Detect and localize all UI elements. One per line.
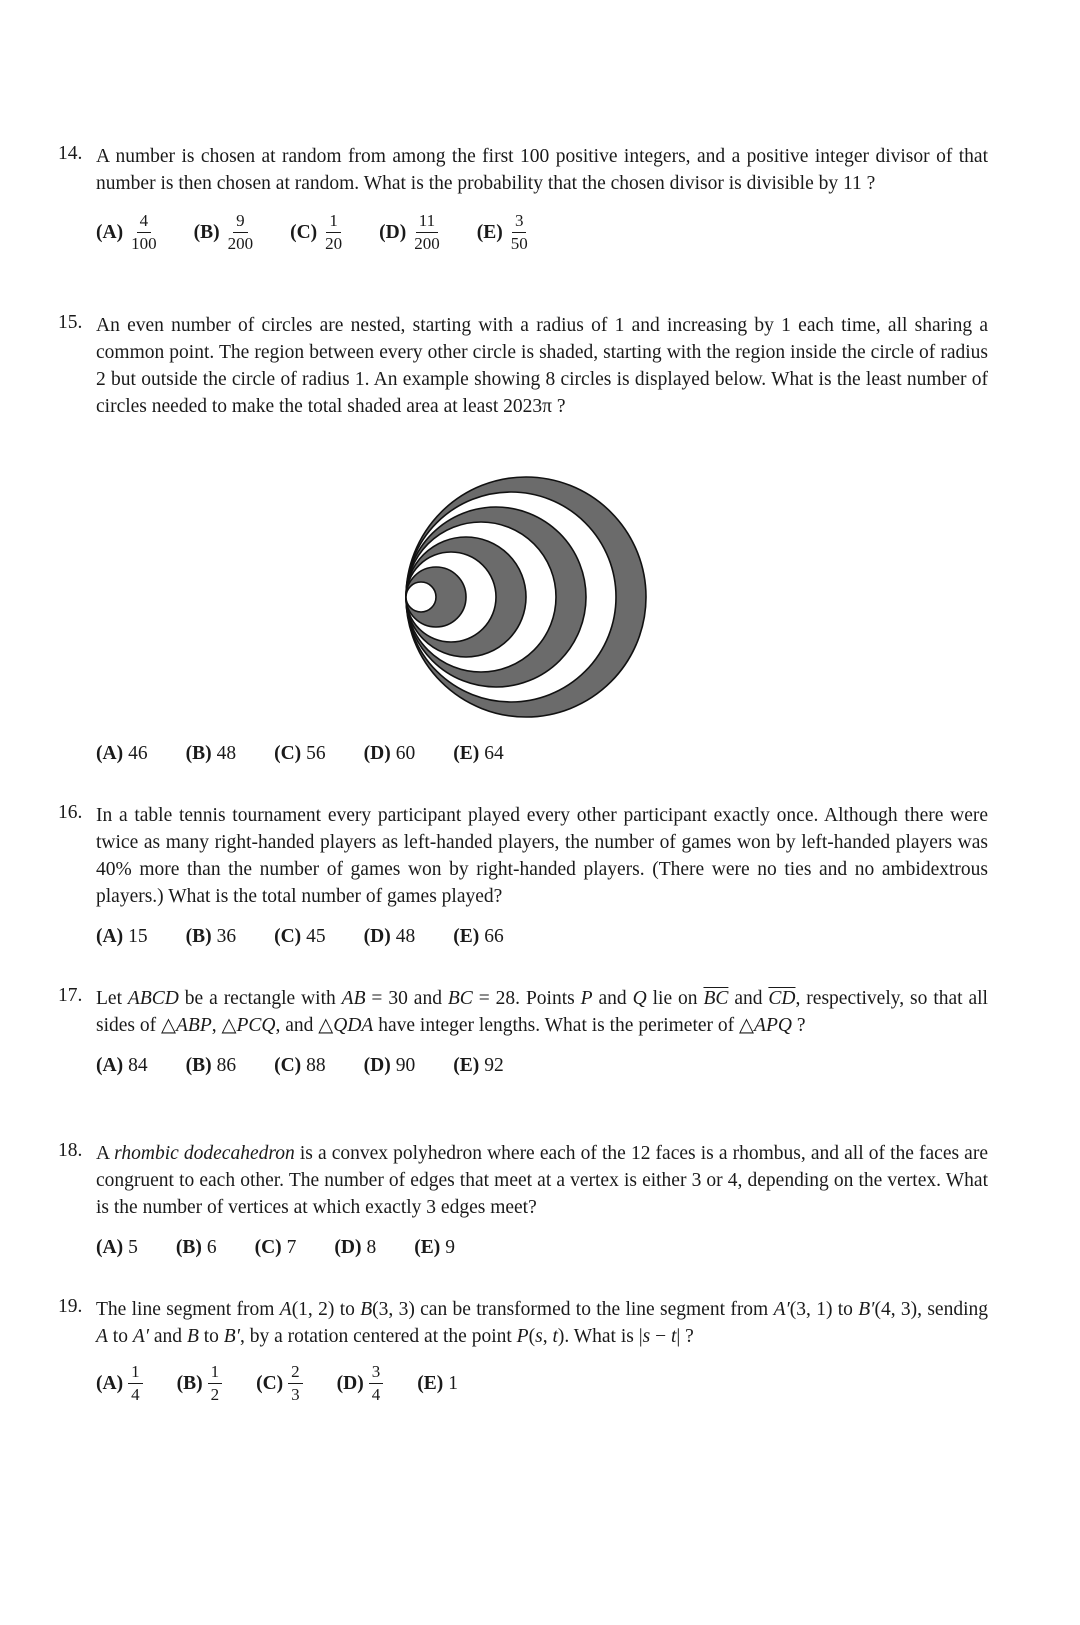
choice-letter: (B) — [175, 1237, 202, 1258]
math-term: BC — [447, 988, 473, 1009]
choice-b — [186, 1055, 237, 1077]
choice-b — [186, 926, 237, 948]
choice-value: 86 — [216, 1055, 237, 1076]
numerator: 1 — [326, 211, 341, 233]
denominator: 2 — [210, 1385, 220, 1404]
choice-b — [176, 1237, 217, 1259]
text-run: and — [592, 988, 633, 1009]
math-term: B — [360, 1299, 373, 1320]
problem-number: 17. — [58, 985, 83, 1006]
math-term: B′ — [858, 1299, 875, 1320]
text-run: A — [96, 1143, 115, 1164]
choice-a — [96, 1237, 138, 1259]
choice-value: 15 — [128, 926, 148, 947]
denominator: 50 — [510, 234, 528, 253]
problem-15 — [58, 312, 988, 420]
choice-letter: (B) — [185, 743, 212, 764]
fraction — [288, 1362, 303, 1405]
text-run: | ? — [676, 1326, 694, 1347]
problem-18 — [58, 1140, 988, 1259]
choice-letter: (E) — [453, 926, 480, 947]
choice-a — [96, 1055, 148, 1077]
math-term: P — [516, 1326, 529, 1347]
math-term: Q — [632, 988, 647, 1009]
math-term: P — [580, 988, 593, 1009]
choice-value: 90 — [395, 1055, 416, 1076]
text-run: The line segment from — [96, 1299, 280, 1320]
problem-text — [96, 1296, 988, 1350]
text-run: Let — [96, 988, 128, 1009]
choice-b — [177, 1362, 223, 1405]
circle-radius-1 — [406, 582, 436, 612]
choice-letter: (D) — [363, 743, 391, 764]
math-term: A′ — [132, 1326, 150, 1347]
choice-letter: (C) — [274, 743, 302, 764]
nested-circles-figure — [404, 472, 654, 722]
choice-letter: (B) — [176, 1372, 203, 1394]
fraction — [128, 211, 160, 254]
choice-letter: (C) — [290, 221, 318, 243]
choice-value: 60 — [395, 743, 416, 764]
problem-text: In a table tennis tournament every participant played every other participant exactly once. Although there were twice as many right-handed players as left-handed players, the number of games won by left-handed players was 40% more than the number of games won by right-handed players. (There were no ties and no ambidextrous players.) What is the total number of games played? — [96, 805, 988, 907]
math-term: PCQ — [236, 1015, 276, 1036]
problem-text: An even number of circles are nested, starting with a radius of 1 and increasing by 1 each time, all sharing a common point. The region between every other circle is shaded, starting with the region inside the circle of radius 2 but outside the circle of radius 1. An example showing 8 circles is displayed below. What is the least number of circles needed to make the total shaded area at least 2023π ? — [96, 315, 988, 417]
problem-15-choices — [58, 743, 988, 765]
fraction — [508, 211, 531, 254]
numerator: 9 — [233, 211, 248, 233]
problem-number: 16. — [58, 802, 83, 823]
choice-letter: (A) — [96, 1372, 124, 1394]
math-term: AB — [341, 988, 366, 1009]
math-term: A — [96, 1326, 108, 1347]
choice-e — [453, 926, 504, 948]
choice-letter: (C) — [254, 1237, 282, 1258]
math-term: ABCD — [127, 988, 179, 1009]
choice-value: 7 — [286, 1237, 297, 1258]
text-run: = 28. Points — [472, 988, 581, 1009]
choice-value: 92 — [484, 1055, 504, 1076]
text-run: , △ — [211, 1015, 237, 1036]
choice-a — [96, 1362, 143, 1405]
text-run: have integer lengths. What is the perimeter of △ — [373, 1015, 755, 1036]
answer-choices — [96, 1237, 988, 1259]
choice-c — [274, 1055, 326, 1077]
choice-value: 64 — [484, 743, 504, 764]
denominator: 4 — [371, 1385, 381, 1404]
math-term: t — [670, 1326, 677, 1347]
text-run: ( — [528, 1326, 536, 1347]
answer-choices — [96, 211, 988, 254]
choice-value: 8 — [366, 1237, 377, 1258]
problem-17 — [58, 985, 988, 1077]
math-term: s — [642, 1326, 651, 1347]
problem-text — [96, 1140, 988, 1221]
denominator: 200 — [227, 234, 254, 253]
choice-e — [414, 1237, 455, 1259]
problem-number: 15. — [58, 312, 83, 333]
numerator: 1 — [208, 1362, 223, 1384]
choice-c — [274, 926, 326, 948]
math-term: B′ — [223, 1326, 240, 1347]
choice-c — [256, 1362, 303, 1405]
choice-letter: (A) — [96, 1055, 124, 1076]
choice-letter: (B) — [193, 221, 220, 243]
numerator: 1 — [128, 1362, 143, 1384]
problem-text: A number is chosen at random from among the first 100 positive integers, and a positive integer divisor of that number is then chosen at random. What is the probability that the chosen divisor is divisible by 11 ? — [96, 146, 988, 194]
text-run: ). What is | — [557, 1326, 643, 1347]
choice-value: 48 — [395, 926, 416, 947]
choice-value: 1 — [448, 1372, 458, 1394]
choice-value: 88 — [306, 1055, 326, 1076]
segment-bc: $\overline{BC}$ — [703, 988, 729, 1009]
choice-letter: (E) — [453, 743, 480, 764]
math-term: t — [552, 1326, 558, 1347]
defined-term: rhombic dodecahedron — [114, 1143, 295, 1164]
text-run: , and △ — [275, 1015, 334, 1036]
text-run: is a convex polyhedron where each of the 12 faces is a rhombus, and all of the faces are congruent to each other. The number of edges that meet at a vertex is either 3 or 4, depending on the vertex. What is the number of vertices at which exactly 3 edges meet? — [96, 1143, 988, 1218]
choice-letter: (A) — [96, 221, 124, 243]
choice-letter: (A) — [96, 926, 124, 947]
numerator: 11 — [416, 211, 438, 233]
choice-letter: (C) — [274, 1055, 302, 1076]
text-run: (3, 3) can be transformed to the line segment from — [372, 1299, 774, 1320]
fraction — [322, 211, 345, 254]
choice-a — [96, 743, 148, 765]
choice-letter: (A) — [96, 1237, 124, 1258]
math-term: APQ — [754, 1015, 792, 1036]
choice-letter: (D) — [363, 926, 391, 947]
text-run: to — [107, 1326, 133, 1347]
choice-letter: (E) — [417, 1372, 444, 1394]
choice-e — [453, 1055, 504, 1077]
denominator: 4 — [131, 1385, 140, 1404]
fraction — [208, 1362, 223, 1405]
choice-value: 66 — [484, 926, 504, 947]
choice-d — [334, 1237, 376, 1259]
fraction — [411, 211, 443, 254]
problem-number: 19. — [58, 1296, 83, 1317]
answer-choices — [96, 1055, 988, 1077]
choice-b — [186, 743, 237, 765]
fraction — [128, 1362, 143, 1405]
problem-19 — [58, 1296, 988, 1405]
choice-d — [337, 1362, 384, 1405]
denominator: 3 — [291, 1385, 300, 1404]
choice-value: 5 — [128, 1237, 138, 1258]
choice-d — [364, 926, 416, 948]
fraction — [369, 1362, 384, 1405]
choice-letter: (D) — [336, 1372, 364, 1394]
choice-letter: (A) — [96, 743, 124, 764]
problem-14 — [58, 143, 988, 254]
choice-value: 36 — [216, 926, 237, 947]
choice-letter: (B) — [185, 1055, 212, 1076]
choice-e — [477, 211, 531, 254]
choice-value: 9 — [445, 1237, 455, 1258]
choice-c — [274, 743, 326, 765]
choice-letter: (E) — [453, 1055, 480, 1076]
choice-value: 48 — [216, 743, 237, 764]
choice-letter: (D) — [363, 1055, 391, 1076]
problem-number: 18. — [58, 1140, 83, 1161]
choice-value: 46 — [128, 743, 148, 764]
choice-c — [290, 211, 345, 254]
text-run: , — [542, 1326, 553, 1347]
choice-d — [364, 743, 416, 765]
choice-c — [255, 1237, 297, 1259]
text-run: (1, 2) to — [291, 1299, 361, 1320]
problem-number: 14. — [58, 143, 83, 164]
choice-letter: (C) — [274, 926, 302, 947]
choice-e — [453, 743, 504, 765]
choice-value: 6 — [206, 1237, 217, 1258]
answer-choices — [96, 1362, 988, 1405]
problem-text — [96, 985, 988, 1039]
denominator: 100 — [131, 234, 157, 253]
choice-d — [364, 1055, 416, 1077]
text-run: and — [728, 988, 769, 1009]
choice-letter: (B) — [185, 926, 212, 947]
choice-a — [96, 211, 160, 254]
choice-letter: (D) — [379, 221, 407, 243]
choice-value: 45 — [306, 926, 326, 947]
denominator: 20 — [325, 234, 343, 253]
choice-value: 84 — [128, 1055, 148, 1076]
text-run: = 30 and — [365, 988, 448, 1009]
segment-cd: $\overline{CD}$ — [768, 988, 796, 1009]
problem-16 — [58, 802, 988, 948]
math-term: ABP — [176, 1015, 212, 1036]
text-run: and — [149, 1326, 187, 1347]
choice-letter: (C) — [256, 1372, 284, 1394]
choice-letter: (E) — [414, 1237, 441, 1258]
numerator: 4 — [137, 211, 152, 233]
math-term: s — [535, 1326, 543, 1347]
choice-d — [379, 211, 443, 254]
text-run: ? — [791, 1015, 806, 1036]
choice-value: 56 — [306, 743, 326, 764]
text-run: , respectively, so that all sides of △ — [96, 988, 988, 1036]
choice-e — [417, 1373, 458, 1395]
answer-choices — [96, 926, 988, 948]
numerator: 3 — [512, 211, 527, 233]
choice-a — [96, 926, 148, 948]
fraction — [225, 211, 257, 254]
answer-choices — [96, 743, 988, 765]
numerator: 3 — [369, 1362, 384, 1384]
numerator: 2 — [288, 1362, 303, 1384]
math-term: B — [186, 1326, 199, 1347]
text-run: to — [198, 1326, 224, 1347]
choice-b — [194, 211, 257, 254]
choice-letter: (E) — [476, 221, 503, 243]
denominator: 200 — [414, 234, 440, 253]
text-run: (3, 1) to — [789, 1299, 859, 1320]
math-term: QDA — [333, 1015, 374, 1036]
text-run: − — [650, 1326, 671, 1347]
text-run: (4, 3), sending — [874, 1299, 989, 1320]
text-run: lie on — [646, 988, 704, 1009]
choice-letter: (D) — [334, 1237, 362, 1258]
math-term: A — [279, 1299, 292, 1320]
text-run: , by a rotation centered at the point — [239, 1326, 517, 1347]
math-term: A′ — [773, 1299, 790, 1320]
text-run: be a rectangle with — [178, 988, 342, 1009]
